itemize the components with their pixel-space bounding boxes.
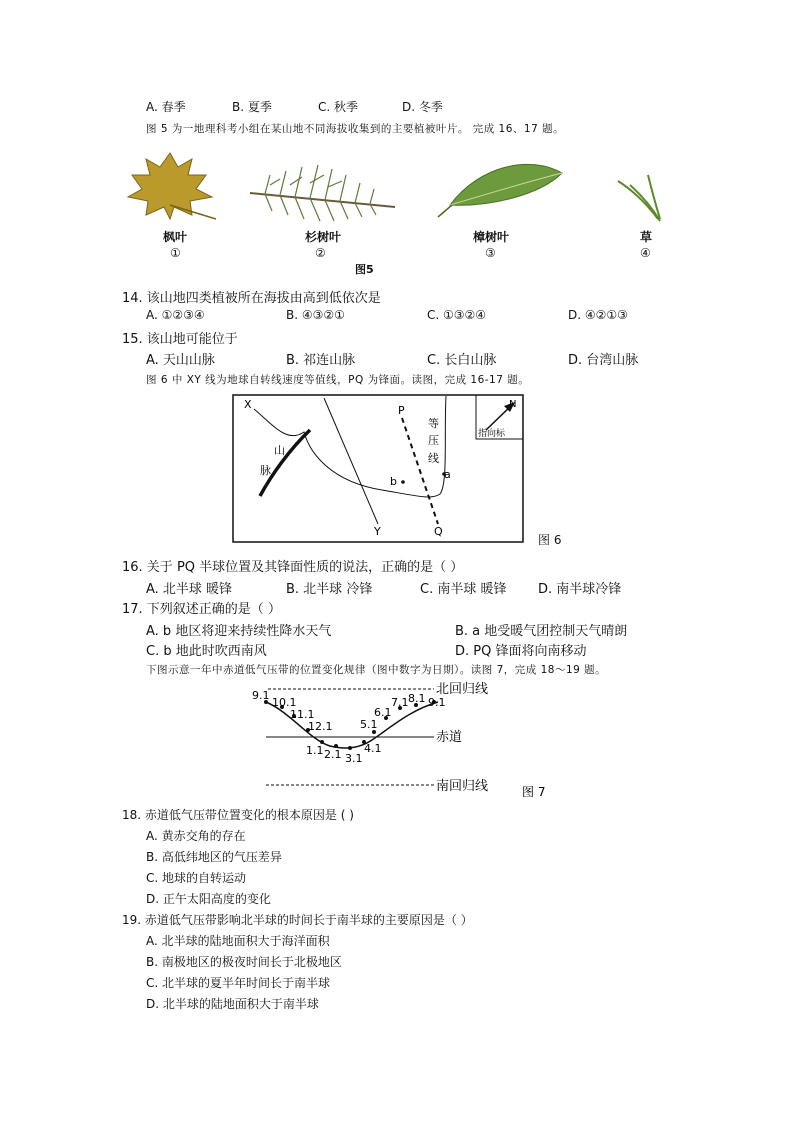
svg-text:8.1: 8.1 [408,692,426,705]
fig5-caption: 图5 [355,263,374,276]
q14-option-a: A. ①②③④ [146,308,205,322]
leaf-name-grass: 草 [640,230,653,244]
svg-text:3.1: 3.1 [345,752,363,765]
svg-text:12.1: 12.1 [308,720,333,733]
q17-option-a: A. b 地区将迎来持续性降水天气 [146,624,332,639]
label-south-tropic: 南回归线 [436,779,489,794]
q15-option-a: A. 天山山脉 [146,353,215,368]
leaf-num-1: ① [170,246,181,260]
q18-stem: 18. 赤道低气压带位置变化的根本原因是 ( ) [122,808,354,822]
q16-option-d: D. 南半球冷锋 [538,582,622,597]
q15-option-d: D. 台湾山脉 [568,353,639,368]
svg-text:1.1: 1.1 [306,744,324,757]
label-mai: 脉 [260,464,271,477]
q15-option-c: C. 长白山脉 [427,353,497,368]
maple-leaf-icon [128,153,216,219]
q13-option-b: B. 夏季 [232,100,272,114]
label-p: P [398,404,405,417]
svg-text:5.1: 5.1 [360,718,378,731]
leaf-num-2: ② [315,246,326,260]
q13-option-c: C. 秋季 [318,100,359,114]
q19-option-c: C. 北半球的夏半年时间长于南半球 [146,976,331,990]
label-ya: 压 [428,434,439,447]
camphor-leaf-icon [438,164,562,217]
q17-option-b: B. a 地受暖气团控制天气晴朗 [455,624,628,639]
fig7-caption: 图 7 [522,785,546,798]
q14-stem: 14. 该山地四类植被所在海拔由高到低依次是 [122,291,381,306]
label-x: X [244,398,252,411]
q15-option-b: B. 祁连山脉 [286,353,356,368]
leaf-num-4: ④ [640,246,651,260]
fig7-diagram [250,680,550,798]
compass-label: 指向标 [478,429,506,439]
svg-text:2.1: 2.1 [324,748,342,761]
q19-option-b: B. 南极地区的极夜时间长于北极地区 [146,955,342,969]
q13-option-a: A. 春季 [146,100,186,114]
q18-option-c: C. 地球的自转运动 [146,871,247,885]
q18-option-a: A. 黄赤交角的存在 [146,829,246,843]
q18-option-b: B. 高低纬地区的气压差异 [146,850,282,864]
q16-option-a: A. 北半球 暖锋 [146,582,233,597]
label-north-tropic: 北回归线 [436,682,489,697]
fig5-leaves [120,145,680,225]
leaf-num-3: ③ [485,246,496,260]
label-deng: 等 [428,417,439,430]
fir-branch-icon [250,165,395,221]
fig6-intro: 图 6 中 XY 线为地球自转线速度等值线，PQ 为锋面。读图，完成 16-17 题。 [146,374,530,386]
grass-icon [618,175,660,221]
north-label: N [509,399,517,410]
q14-option-d: D. ④②①③ [568,308,628,322]
label-y: Y [374,525,381,538]
leaf-name-maple: 枫叶 [163,230,188,244]
svg-text:4.1: 4.1 [364,742,382,755]
q19-option-d: D. 北半球的陆地面积大于南半球 [146,997,319,1011]
svg-text:11.1: 11.1 [290,708,315,721]
label-b: b [390,475,397,488]
fig6-diagram [232,394,524,544]
label-xian: 线 [428,452,439,465]
q14-option-c: C. ①③②④ [427,308,487,322]
q19-stem: 19. 赤道低气压带影响北半球的时间长于南半球的主要原因是（ ） [122,913,473,927]
q17-option-c: C. b 地此时吹西南风 [146,644,267,659]
fig6-caption: 图 6 [538,533,562,547]
fig7-intro: 下图示意一年中赤道低气压带的位置变化规律（图中数字为日期）。读图 7，完成 18～19 题。 [146,664,607,676]
label-q: Q [434,525,443,538]
svg-text:9.1: 9.1 [252,689,270,702]
q19-option-a: A. 北半球的陆地面积大于海洋面积 [146,934,330,948]
q17-option-d: D. PQ 锋面将向南移动 [455,644,587,659]
leaf-name-camphor: 樟树叶 [473,230,510,244]
q16-stem: 16. 关于 PQ 半球位置及其锋面性质的说法，正确的是（ ） [122,560,464,575]
leaf-name-fir: 杉树叶 [305,230,342,244]
label-a: a [444,468,451,481]
q16-option-b: B. 北半球 冷锋 [286,582,373,597]
label-shan: 山 [274,444,285,457]
q15-stem: 15. 该山地可能位于 [122,332,238,347]
q14-option-b: B. ④③②① [286,308,345,322]
q17-stem: 17. 下列叙述正确的是（ ） [122,602,281,617]
q16-option-c: C. 南半球 暖锋 [420,582,507,597]
label-equator: 赤道 [436,730,463,745]
q18-option-d: D. 正午太阳高度的变化 [146,892,271,906]
fig5-intro: 图 5 为一地理科考小组在某山地不同海拔收集到的主要植被叶片。 完成 16、17 题。 [146,123,565,135]
svg-text:6.1: 6.1 [374,706,392,719]
svg-text:7.1: 7.1 [391,696,409,709]
svg-text:10.1: 10.1 [272,696,297,709]
q13-option-d: D. 冬季 [402,100,443,114]
svg-text:9.1: 9.1 [428,696,446,709]
